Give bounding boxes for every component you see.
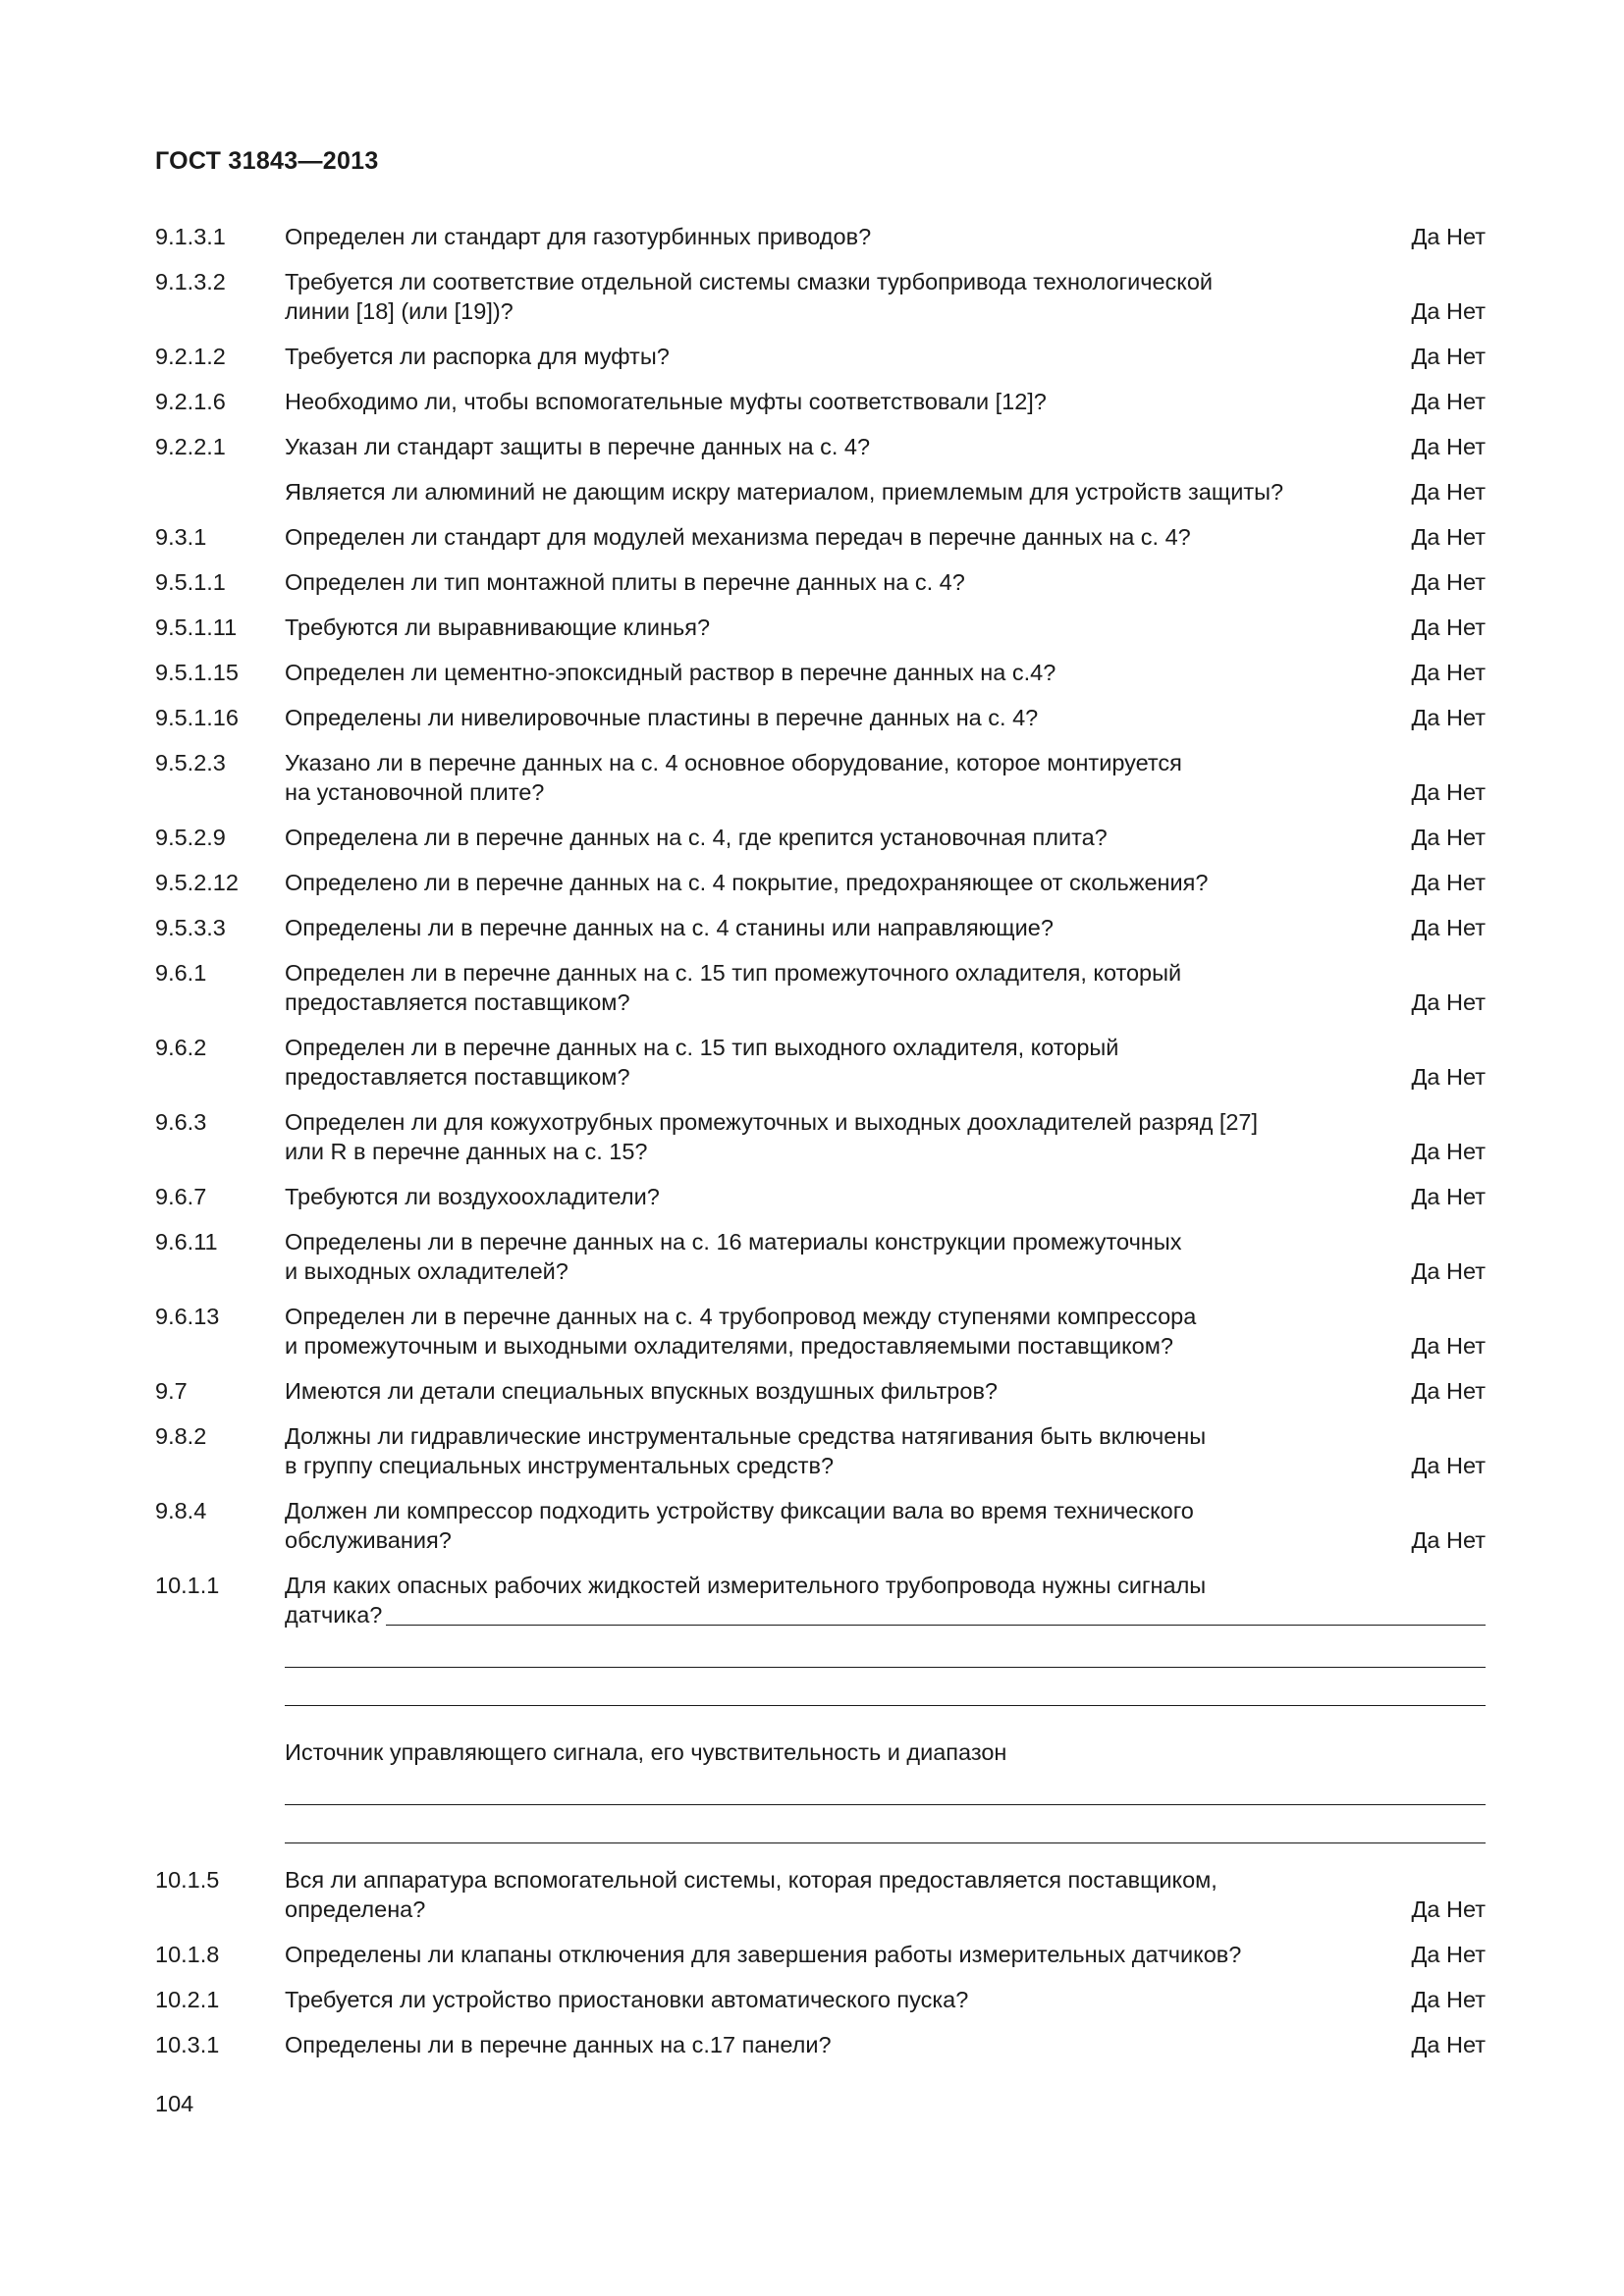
question-number: 9.2.2.1 — [155, 434, 226, 459]
question-row — [155, 958, 1486, 1017]
question-text: Имеются ли детали специальных впускных воздушных фильтров? — [285, 1378, 998, 1404]
yes-no-answer[interactable]: Да Нет — [1411, 569, 1486, 595]
question-number: 10.1.5 — [155, 1867, 220, 1893]
yes-no-answer[interactable]: Да Нет — [1411, 825, 1486, 850]
question-number: 9.6.11 — [155, 1229, 218, 1255]
yes-no-answer[interactable]: Да Нет — [1411, 524, 1486, 550]
question-text: Указан ли стандарт защиты в перечне данных на с. 4? — [285, 434, 871, 459]
yes-no-answer[interactable]: Да Нет — [1411, 1139, 1486, 1164]
question-text: Определен ли тип монтажной плиты в перечне данных на с. 4? — [285, 569, 965, 595]
question-number: 9.6.13 — [155, 1304, 220, 1329]
question-text-cont: датчика? — [285, 1602, 383, 1628]
yes-no-answer[interactable]: Да Нет — [1411, 1527, 1486, 1553]
question-number: 9.5.2.3 — [155, 750, 226, 775]
yes-no-answer[interactable]: Да Нет — [1411, 1896, 1486, 1922]
question-row — [155, 522, 1486, 552]
sub-question-text: Источник управляющего сигнала, его чувствительность и диапазон — [285, 1739, 1007, 1765]
question-text: Определен ли для кожухотрубных промежуточных и выходных доохладителей разряд [27] или R в перечне данных на с. 15? — [285, 1109, 1259, 1164]
question-row — [155, 267, 1486, 326]
question-row — [155, 1227, 1486, 1286]
question-row — [155, 913, 1486, 942]
question-row — [155, 1182, 1486, 1211]
question-row — [155, 1940, 1486, 1969]
question-number: 9.5.3.3 — [155, 915, 226, 940]
yes-no-answer[interactable]: Да Нет — [1411, 1942, 1486, 1967]
question-number: 9.3.1 — [155, 524, 207, 550]
yes-no-answer[interactable]: Да Нет — [1411, 298, 1486, 324]
yes-no-answer[interactable]: Да Нет — [1411, 389, 1486, 414]
question-number: 9.6.3 — [155, 1109, 207, 1135]
question-text: Требуется ли устройство приостановки автоматического пуска? — [285, 1987, 969, 2012]
question-number: 10.2.1 — [155, 1987, 220, 2012]
document-header: ГОСТ 31843—2013 — [155, 147, 379, 175]
question-text: Определен ли стандарт для газотурбинных приводов? — [285, 224, 872, 249]
question-number: 9.8.4 — [155, 1498, 207, 1523]
question-number: 9.2.1.2 — [155, 344, 226, 369]
question-row — [155, 2030, 1486, 2059]
question-number: 10.3.1 — [155, 2032, 220, 2057]
question-number: 9.5.1.16 — [155, 705, 239, 730]
yes-no-answer[interactable]: Да Нет — [1411, 660, 1486, 685]
yes-no-answer[interactable]: Да Нет — [1411, 989, 1486, 1015]
question-text: Определен ли в перечне данных на с. 15 тип промежуточного охладителя, который предоставляется поставщиком? — [285, 960, 1182, 1015]
question-list — [155, 222, 1486, 2075]
question-text: Должен ли компрессор подходить устройству фиксации вала во время технического обслуживания? — [285, 1498, 1194, 1553]
question-row — [155, 1107, 1486, 1166]
yes-no-answer[interactable]: Да Нет — [1411, 779, 1486, 805]
question-text: Требуются ли воздухоохладители? — [285, 1184, 660, 1209]
question-row — [155, 1985, 1486, 2014]
question-text: Должны ли гидравлические инструментальные средства натягивания быть включены в группу специальных инструментальных средств? — [285, 1423, 1207, 1478]
question-number: 10.1.8 — [155, 1942, 220, 1967]
yes-no-answer[interactable]: Да Нет — [1411, 1987, 1486, 2012]
question-row — [155, 868, 1486, 897]
question-text: Определены ли в перечне данных на с. 4 станины или направляющие? — [285, 915, 1054, 940]
yes-no-answer[interactable]: Да Нет — [1411, 2032, 1486, 2057]
question-number: 9.5.1.11 — [155, 614, 238, 640]
answer-blank-line[interactable] — [386, 1625, 1486, 1626]
yes-no-answer[interactable]: Да Нет — [1411, 434, 1486, 459]
question-row — [155, 658, 1486, 687]
yes-no-answer[interactable]: Да Нет — [1411, 1064, 1486, 1090]
yes-no-answer[interactable]: Да Нет — [1411, 344, 1486, 369]
question-text: Вся ли аппаратура вспомогательной системы, которая предоставляется поставщиком, определена? — [285, 1867, 1218, 1922]
question-number: 9.2.1.6 — [155, 389, 226, 414]
yes-no-answer[interactable]: Да Нет — [1411, 915, 1486, 940]
yes-no-answer[interactable]: Да Нет — [1411, 1184, 1486, 1209]
question-row — [155, 1496, 1486, 1555]
question-text: Является ли алюминий не дающим искру материалом, приемлемым для устройств защиты? — [285, 479, 1284, 505]
question-text: Определен ли в перечне данных на с. 4 трубопровод между ступенями компрессора и промежуточным и выходными охладителями, предоставляемыми поставщиком? — [285, 1304, 1197, 1359]
question-number: 9.5.1.15 — [155, 660, 239, 685]
yes-no-answer[interactable]: Да Нет — [1411, 1453, 1486, 1478]
question-row — [155, 703, 1486, 732]
answer-blank-line[interactable] — [285, 1842, 1486, 1843]
question-number: 9.1.3.1 — [155, 224, 226, 249]
yes-no-answer[interactable]: Да Нет — [1411, 614, 1486, 640]
question-text: Определен ли цементно-эпоксидный раствор в перечне данных на с.4? — [285, 660, 1056, 685]
question-text: Указано ли в перечне данных на с. 4 основное оборудование, которое монтируется на установочной плите? — [285, 750, 1182, 805]
question-text: Для каких опасных рабочих жидкостей измерительного трубопровода нужны сигналы — [285, 1573, 1207, 1598]
question-number: 9.5.2.9 — [155, 825, 226, 850]
answer-blank-line[interactable] — [285, 1705, 1486, 1706]
yes-no-answer[interactable]: Да Нет — [1411, 224, 1486, 249]
question-row — [155, 1033, 1486, 1092]
question-row — [155, 1302, 1486, 1361]
question-text: Определены ли нивелировочные пластины в перечне данных на с. 4? — [285, 705, 1039, 730]
question-text: Определены ли клапаны отключения для завершения работы измерительных датчиков? — [285, 1942, 1242, 1967]
question-row — [155, 1376, 1486, 1406]
question-row — [155, 342, 1486, 371]
yes-no-answer[interactable]: Да Нет — [1411, 479, 1486, 505]
question-number: 9.6.7 — [155, 1184, 207, 1209]
question-number: 9.8.2 — [155, 1423, 207, 1449]
question-text: Определена ли в перечне данных на с. 4, где крепится установочная плита? — [285, 825, 1108, 850]
question-row — [155, 567, 1486, 597]
question-row — [155, 477, 1486, 507]
question-number: 9.7 — [155, 1378, 188, 1404]
question-text: Необходимо ли, чтобы вспомогательные муфты соответствовали [12]? — [285, 389, 1047, 414]
question-number: 9.5.1.1 — [155, 569, 226, 595]
question-text: Определено ли в перечне данных на с. 4 покрытие, предохраняющее от скольжения? — [285, 870, 1209, 895]
question-row — [155, 432, 1486, 461]
question-text: Требуется ли распорка для муфты? — [285, 344, 670, 369]
question-text: Определены ли в перечне данных на с.17 панели? — [285, 2032, 832, 2057]
question-row — [155, 222, 1486, 251]
question-text: Определен ли стандарт для модулей механизма передач в перечне данных на с. 4? — [285, 524, 1191, 550]
question-row — [155, 613, 1486, 642]
question-number: 10.1.1 — [155, 1573, 220, 1598]
question-text: Определен ли в перечне данных на с. 15 тип выходного охладителя, который предоставляется поставщиком? — [285, 1035, 1119, 1090]
question-row — [155, 748, 1486, 807]
answer-blank-line[interactable] — [285, 1804, 1486, 1805]
answer-blank-line[interactable] — [285, 1667, 1486, 1668]
free-answer-question — [155, 1571, 1486, 1629]
question-row — [155, 823, 1486, 852]
page-number: 104 — [155, 2091, 194, 2116]
yes-no-answer[interactable]: Да Нет — [1411, 870, 1486, 895]
question-row — [155, 1865, 1486, 1924]
question-number: 9.5.2.12 — [155, 870, 239, 895]
yes-no-answer[interactable]: Да Нет — [1411, 1333, 1486, 1359]
question-text: Требуется ли соответствие отдельной системы смазки турбопривода технологической линии [18] (или [19])? — [285, 269, 1214, 324]
question-group-b — [155, 1865, 1486, 2059]
question-row — [155, 1421, 1486, 1480]
question-text: Требуются ли выравнивающие клинья? — [285, 614, 711, 640]
question-number: 9.6.2 — [155, 1035, 207, 1060]
yes-no-answer[interactable]: Да Нет — [1411, 1258, 1486, 1284]
question-number: 9.1.3.2 — [155, 269, 226, 294]
question-text: Определены ли в перечне данных на с. 16 материалы конструкции промежуточных и выходных охладителей? — [285, 1229, 1182, 1284]
question-row — [155, 387, 1486, 416]
question-group-a — [155, 222, 1486, 1555]
yes-no-answer[interactable]: Да Нет — [1411, 1378, 1486, 1404]
question-number: 9.6.1 — [155, 960, 207, 986]
yes-no-answer[interactable]: Да Нет — [1411, 705, 1486, 730]
